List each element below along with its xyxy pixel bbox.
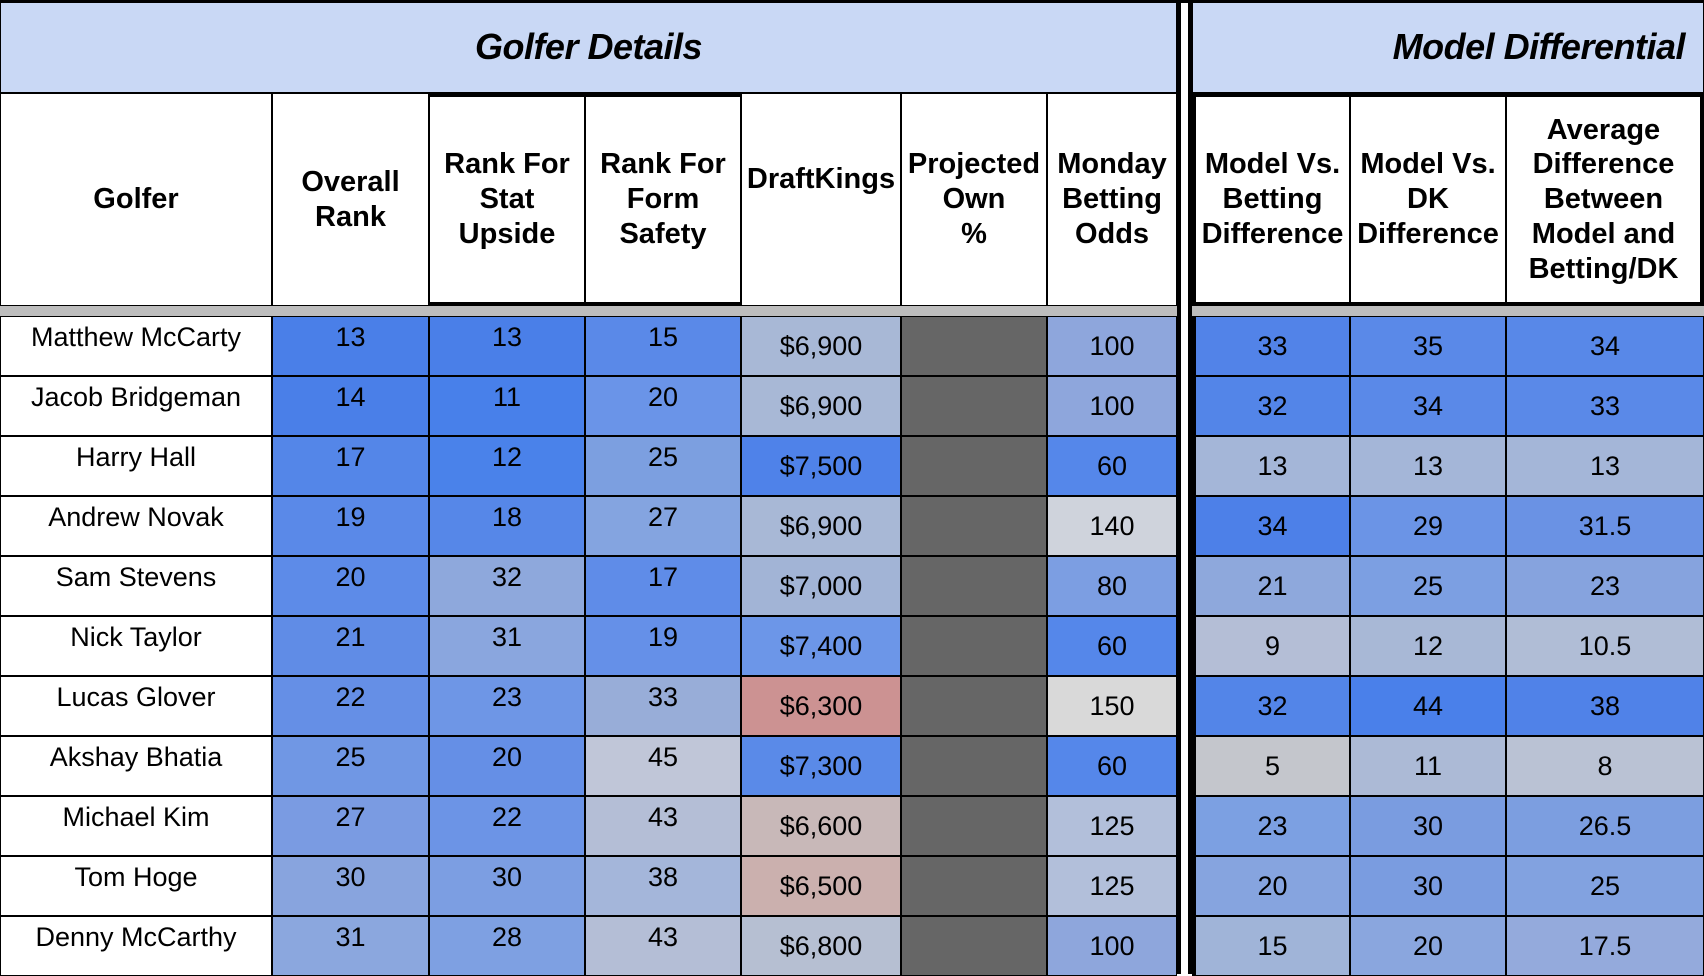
header-rank-form-safety: Rank For Form Safety <box>585 93 741 306</box>
projected-own-cell[interactable] <box>901 736 1047 796</box>
rank-cell[interactable]: 13 <box>429 316 585 376</box>
model-diff-cell[interactable]: 34 <box>1506 316 1704 376</box>
golfer-name-cell[interactable]: Jacob Bridgeman <box>0 376 272 436</box>
rank-cell[interactable]: 20 <box>272 556 429 616</box>
rank-cell[interactable]: 23 <box>429 676 585 736</box>
rank-cell[interactable]: 18 <box>429 496 585 556</box>
betting-odds-cell[interactable]: 60 <box>1047 616 1177 676</box>
group-header-golfer-details: Golfer Details <box>0 0 1177 93</box>
projected-own-cell[interactable] <box>901 316 1047 376</box>
model-diff-cell[interactable]: 34 <box>1192 496 1350 556</box>
rank-cell[interactable]: 38 <box>585 856 741 916</box>
draftkings-salary-cell[interactable]: $6,600 <box>741 796 901 856</box>
draftkings-salary-cell[interactable]: $6,500 <box>741 856 901 916</box>
header-rank-stat-upside: Rank For Stat Upside <box>429 93 585 306</box>
header-overall-rank: Overall Rank <box>272 93 429 306</box>
model-diff-cell[interactable]: 26.5 <box>1506 796 1704 856</box>
model-diff-cell[interactable]: 13 <box>1350 436 1506 496</box>
rank-cell[interactable]: 43 <box>585 796 741 856</box>
model-diff-cell[interactable]: 21 <box>1192 556 1350 616</box>
rank-cell[interactable]: 17 <box>272 436 429 496</box>
draftkings-salary-cell[interactable]: $7,000 <box>741 556 901 616</box>
header-monday-betting-odds: Monday Betting Odds <box>1047 93 1177 306</box>
rank-cell[interactable]: 14 <box>272 376 429 436</box>
golfer-name-cell[interactable]: Denny McCarthy <box>0 916 272 976</box>
projected-own-cell[interactable] <box>901 496 1047 556</box>
draftkings-salary-cell[interactable]: $7,300 <box>741 736 901 796</box>
rank-cell[interactable]: 43 <box>585 916 741 976</box>
model-diff-cell[interactable]: 32 <box>1192 676 1350 736</box>
projected-own-cell[interactable] <box>901 796 1047 856</box>
golfer-name-cell[interactable]: Harry Hall <box>0 436 272 496</box>
draftkings-salary-cell[interactable]: $6,900 <box>741 316 901 376</box>
rank-cell[interactable]: 19 <box>585 616 741 676</box>
draftkings-salary-cell[interactable]: $6,900 <box>741 496 901 556</box>
draftkings-salary-cell[interactable]: $6,300 <box>741 676 901 736</box>
model-diff-cell[interactable]: 29 <box>1350 496 1506 556</box>
projected-own-cell[interactable] <box>901 556 1047 616</box>
draftkings-salary-cell[interactable]: $7,400 <box>741 616 901 676</box>
model-diff-cell[interactable]: 13 <box>1506 436 1704 496</box>
rank-cell[interactable]: 22 <box>429 796 585 856</box>
rank-cell[interactable]: 12 <box>429 436 585 496</box>
model-diff-cell[interactable]: 30 <box>1350 796 1506 856</box>
betting-odds-cell[interactable]: 80 <box>1047 556 1177 616</box>
header-average-difference: Average Difference Between Model and Betting/DK <box>1506 93 1704 306</box>
rank-cell[interactable]: 27 <box>272 796 429 856</box>
rank-cell[interactable]: 30 <box>429 856 585 916</box>
model-diff-cell[interactable]: 35 <box>1350 316 1506 376</box>
rank-cell[interactable]: 45 <box>585 736 741 796</box>
model-diff-cell[interactable]: 17.5 <box>1506 916 1704 976</box>
rank-cell[interactable]: 27 <box>585 496 741 556</box>
rank-cell[interactable]: 13 <box>272 316 429 376</box>
model-diff-cell[interactable]: 8 <box>1506 736 1704 796</box>
model-diff-cell[interactable]: 20 <box>1192 856 1350 916</box>
group-header-model-differential: Model Differential <box>1192 0 1704 93</box>
model-diff-cell[interactable]: 38 <box>1506 676 1704 736</box>
betting-odds-cell[interactable]: 140 <box>1047 496 1177 556</box>
golfer-name-cell[interactable]: Lucas Glover <box>0 676 272 736</box>
header-model-vs-betting-difference: Model Vs. Betting Difference <box>1192 93 1350 306</box>
golfer-name-cell[interactable]: Matthew McCarty <box>0 316 272 376</box>
model-diff-cell[interactable]: 15 <box>1192 916 1350 976</box>
betting-odds-cell[interactable]: 125 <box>1047 796 1177 856</box>
rank-cell[interactable]: 15 <box>585 316 741 376</box>
betting-odds-cell[interactable]: 60 <box>1047 436 1177 496</box>
betting-odds-cell[interactable]: 60 <box>1047 736 1177 796</box>
sheet-top-border <box>0 0 1704 3</box>
draftkings-salary-cell[interactable]: $6,800 <box>741 916 901 976</box>
rank-cell[interactable]: 25 <box>585 436 741 496</box>
rank-cell[interactable]: 17 <box>585 556 741 616</box>
golfer-name-cell[interactable]: Michael Kim <box>0 796 272 856</box>
model-diff-cell[interactable]: 20 <box>1350 916 1506 976</box>
rank-cell[interactable]: 20 <box>585 376 741 436</box>
golfer-name-cell[interactable]: Sam Stevens <box>0 556 272 616</box>
model-diff-cell[interactable]: 9 <box>1192 616 1350 676</box>
draftkings-salary-cell[interactable]: $7,500 <box>741 436 901 496</box>
rank-cell[interactable]: 25 <box>272 736 429 796</box>
projected-own-cell[interactable] <box>901 436 1047 496</box>
header-model-vs-dk-difference: Model Vs. DK Difference <box>1350 93 1506 306</box>
model-diff-cell[interactable]: 10.5 <box>1506 616 1704 676</box>
golfer-name-cell[interactable]: Nick Taylor <box>0 616 272 676</box>
rank-cell[interactable]: 22 <box>272 676 429 736</box>
rank-cell[interactable]: 19 <box>272 496 429 556</box>
golfer-name-cell[interactable]: Tom Hoge <box>0 856 272 916</box>
rank-cell[interactable]: 31 <box>429 616 585 676</box>
header-projected-own: Projected Own % <box>901 93 1047 306</box>
projected-own-cell[interactable] <box>901 376 1047 436</box>
model-diff-cell[interactable]: 23 <box>1506 556 1704 616</box>
rank-cell[interactable]: 11 <box>429 376 585 436</box>
betting-odds-cell[interactable]: 100 <box>1047 316 1177 376</box>
betting-odds-cell[interactable]: 100 <box>1047 916 1177 976</box>
section-border-left <box>1177 0 1181 974</box>
model-diff-cell[interactable]: 33 <box>1192 316 1350 376</box>
model-diff-cell[interactable]: 25 <box>1350 556 1506 616</box>
rank-cell[interactable]: 30 <box>272 856 429 916</box>
model-diff-cell[interactable]: 5 <box>1192 736 1350 796</box>
section-border-right <box>1188 0 1192 974</box>
model-diff-cell[interactable]: 30 <box>1350 856 1506 916</box>
model-diff-cell[interactable]: 13 <box>1192 436 1350 496</box>
model-diff-cell[interactable]: 32 <box>1192 376 1350 436</box>
golfer-name-cell[interactable]: Akshay Bhatia <box>0 736 272 796</box>
draftkings-salary-cell[interactable]: $6,900 <box>741 376 901 436</box>
header-golfer: Golfer <box>0 93 272 306</box>
model-diff-cell[interactable]: 12 <box>1350 616 1506 676</box>
rank-cell[interactable]: 32 <box>429 556 585 616</box>
projected-own-cell[interactable] <box>901 916 1047 976</box>
model-diff-cell[interactable]: 31.5 <box>1506 496 1704 556</box>
betting-odds-cell[interactable]: 100 <box>1047 376 1177 436</box>
model-diff-cell[interactable]: 44 <box>1350 676 1506 736</box>
header-draftkings: DraftKings <box>741 93 901 306</box>
model-diff-cell[interactable]: 25 <box>1506 856 1704 916</box>
betting-odds-cell[interactable]: 125 <box>1047 856 1177 916</box>
header-body-divider <box>0 306 1704 316</box>
rank-cell[interactable]: 33 <box>585 676 741 736</box>
rank-cell[interactable]: 21 <box>272 616 429 676</box>
model-diff-cell[interactable]: 33 <box>1506 376 1704 436</box>
rank-cell[interactable]: 20 <box>429 736 585 796</box>
golfer-name-cell[interactable]: Andrew Novak <box>0 496 272 556</box>
projected-own-cell[interactable] <box>901 856 1047 916</box>
model-diff-cell[interactable]: 23 <box>1192 796 1350 856</box>
rank-cell[interactable]: 28 <box>429 916 585 976</box>
betting-odds-cell[interactable]: 150 <box>1047 676 1177 736</box>
projected-own-cell[interactable] <box>901 676 1047 736</box>
model-diff-cell[interactable]: 11 <box>1350 736 1506 796</box>
projected-own-cell[interactable] <box>901 616 1047 676</box>
model-diff-cell[interactable]: 34 <box>1350 376 1506 436</box>
rank-cell[interactable]: 31 <box>272 916 429 976</box>
